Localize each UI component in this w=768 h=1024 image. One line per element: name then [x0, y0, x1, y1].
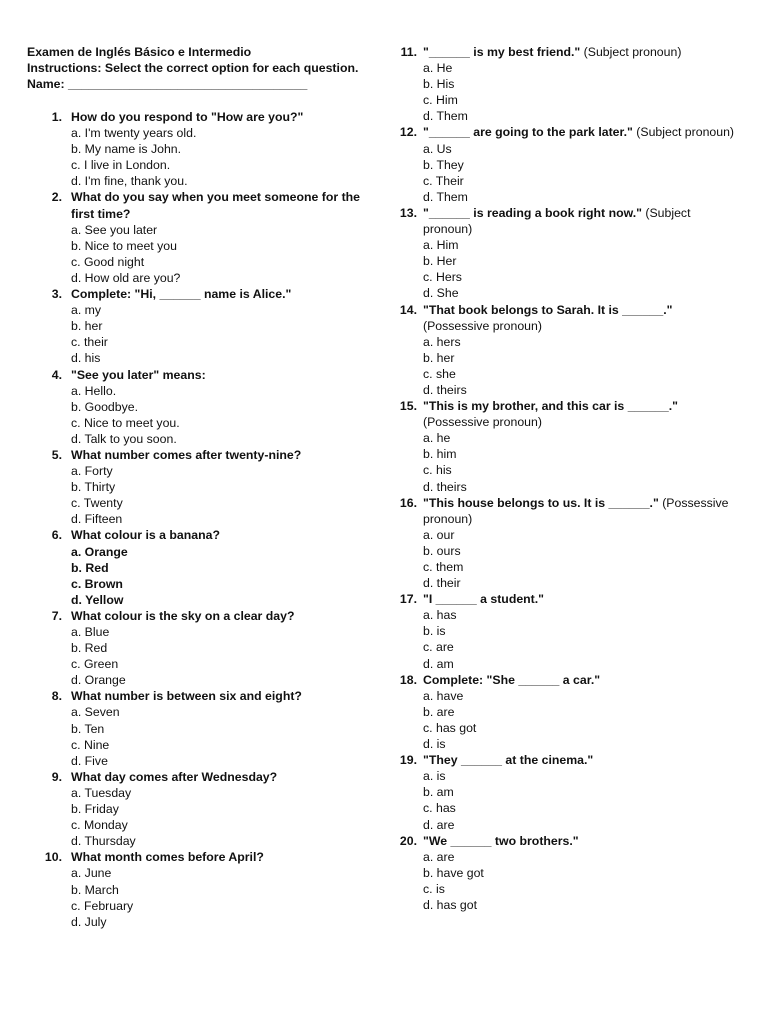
question-item	[399, 495, 739, 592]
answer-option[interactable]: c. Hers	[423, 270, 462, 285]
question-stem	[71, 769, 377, 785]
answer-option[interactable]: a. Us	[423, 141, 452, 156]
answer-option[interactable]: d. Five	[71, 753, 108, 768]
question-text: How do you respond to "How are you?"	[71, 110, 304, 124]
question-number: 3.	[51, 287, 62, 302]
question-stem	[423, 44, 739, 60]
question-text: "This house belongs to us. It is ______."	[423, 495, 659, 510]
answer-option[interactable]: d. his	[71, 351, 101, 366]
question-text: Complete: "Hi, ______ name is Alice."	[71, 287, 292, 302]
answer-option[interactable]: c. I live in London.	[71, 158, 171, 173]
answer-option[interactable]: d. has got	[423, 897, 478, 912]
answer-option[interactable]: b. Ten	[71, 721, 105, 736]
exam-instructions: Instructions: Select the correct option for each question.	[27, 61, 359, 76]
question-number: 9.	[51, 769, 62, 784]
question-text: "That book belongs to Sarah. It is ______."	[423, 302, 673, 317]
answer-option[interactable]: a. he	[423, 431, 451, 446]
answer-option[interactable]: b. him	[423, 447, 457, 462]
question-number: 7.	[51, 608, 62, 623]
question-item	[399, 124, 739, 204]
question-note: (Subject pronoun)	[423, 205, 691, 237]
question-text: Complete: "She ______ a car."	[423, 672, 601, 687]
answer-option[interactable]: c. Good night	[71, 254, 145, 269]
answer-option[interactable]: c. Their	[423, 173, 464, 188]
question-item	[27, 286, 377, 366]
question-text: What do you say when you meet someone for the first time?	[71, 190, 361, 221]
answer-option[interactable]: d. their	[423, 576, 461, 591]
question-stem	[71, 608, 377, 624]
question-text: What day comes after Wednesday?	[71, 769, 278, 784]
question-item	[399, 591, 739, 671]
answer-option[interactable]: a. Forty	[71, 464, 113, 479]
answer-option[interactable]: a. are	[423, 849, 455, 864]
answer-option[interactable]: c. are	[423, 640, 454, 655]
answer-option[interactable]: c. his	[423, 463, 452, 478]
exam-header	[27, 44, 377, 92]
question-number: 6.	[51, 528, 62, 543]
question-text: "See you later" means:	[71, 367, 206, 382]
answer-option[interactable]: b. His	[423, 77, 455, 92]
question-stem	[423, 833, 739, 849]
answer-option[interactable]: a. hers	[423, 334, 461, 349]
question-item	[27, 527, 377, 607]
exam-title: Examen de Inglés Básico e Intermedio	[27, 45, 252, 59]
answer-option[interactable]: c. Nice to meet you.	[71, 415, 180, 430]
answer-option[interactable]: d. Orange	[71, 673, 126, 688]
answer-option[interactable]: b. My name is John.	[71, 142, 182, 157]
answer-option[interactable]: c. February	[71, 898, 134, 913]
question-number: 16.	[399, 495, 417, 510]
question-item	[399, 205, 739, 302]
answer-option[interactable]: c. she	[423, 366, 456, 381]
question-column-right	[399, 44, 739, 913]
question-text: "We ______ two brothers."	[423, 833, 579, 848]
question-text: What month comes before April?	[71, 850, 264, 865]
question-text: "They ______ at the cinema."	[423, 753, 594, 768]
question-stem	[71, 527, 377, 543]
question-number: 18.	[399, 672, 417, 687]
answer-option[interactable]: c. Green	[71, 657, 119, 672]
question-column-left	[27, 109, 377, 930]
answer-option[interactable]: d. is	[423, 737, 446, 752]
question-number: 13.	[399, 205, 417, 220]
answer-option[interactable]: d. theirs	[423, 382, 467, 397]
question-item	[27, 849, 377, 929]
question-number: 17.	[399, 592, 417, 607]
answer-option[interactable]: b. Thirty	[71, 480, 116, 495]
answer-option[interactable]: b. Goodbye.	[71, 399, 138, 414]
question-text: What number comes after twenty-nine?	[71, 447, 302, 462]
answer-option[interactable]: a. He	[423, 61, 453, 76]
answer-option[interactable]: d. Fifteen	[71, 512, 123, 527]
answer-option[interactable]: c. is	[423, 881, 445, 896]
answer-option[interactable]: a. See you later	[71, 222, 158, 237]
question-text: "I ______ a student."	[423, 592, 545, 607]
question-item	[27, 447, 377, 527]
answer-option[interactable]: d. Yellow	[71, 592, 124, 607]
answer-option[interactable]: b. Nice to meet you	[71, 238, 177, 253]
answer-option[interactable]: a. June	[71, 866, 112, 881]
answer-option[interactable]: a. have	[423, 688, 464, 703]
answer-option[interactable]: a. Seven	[71, 705, 120, 720]
question-number: 12.	[399, 125, 417, 140]
answer-option[interactable]: b. her	[71, 319, 103, 334]
question-text: "______ are going to the park later."	[423, 125, 633, 140]
question-item	[399, 672, 739, 752]
question-item	[399, 44, 739, 124]
answer-option[interactable]: d. Them	[423, 109, 468, 124]
answer-option[interactable]: b. is	[423, 624, 446, 639]
question-number: 14.	[399, 302, 417, 317]
answer-option[interactable]: a. is	[423, 769, 446, 784]
question-item	[27, 608, 377, 688]
question-item	[27, 367, 377, 447]
question-note: (Possessive pronoun)	[423, 415, 542, 430]
answer-option[interactable]: a. has	[423, 608, 457, 623]
question-text: "______ is reading a book right now."	[423, 205, 642, 220]
question-number: 11.	[400, 45, 417, 59]
question-number: 5.	[51, 447, 62, 462]
question-item	[27, 189, 377, 286]
question-note: (Subject pronoun)	[580, 45, 682, 59]
answer-option[interactable]: a. our	[423, 527, 455, 542]
answer-option[interactable]: c. has	[423, 801, 456, 816]
answer-option[interactable]: b. are	[423, 704, 455, 719]
answer-option[interactable]: d. I'm fine, thank you.	[71, 174, 188, 189]
answer-option[interactable]: d. are	[423, 817, 455, 832]
answer-option[interactable]: d. Them	[423, 189, 468, 204]
question-stem	[71, 367, 377, 383]
question-item	[399, 752, 739, 832]
question-stem	[71, 189, 377, 221]
question-stem	[71, 286, 377, 302]
answer-option[interactable]: d. theirs	[423, 479, 467, 494]
answer-option[interactable]: a. Blue	[71, 625, 110, 639]
question-item	[399, 398, 739, 495]
question-stem	[71, 109, 377, 125]
name-field[interactable]: Name: ___________________________________	[27, 77, 308, 92]
answer-option[interactable]: b. Red	[71, 641, 108, 656]
question-text: What colour is the sky on a clear day?	[71, 608, 295, 623]
answer-option[interactable]: b. her	[423, 350, 455, 365]
answer-option[interactable]: a. Him	[423, 238, 459, 253]
answer-option[interactable]: c. Twenty	[71, 496, 123, 511]
question-stem	[423, 672, 739, 688]
question-stem	[423, 495, 739, 527]
question-number: 19.	[399, 753, 417, 768]
question-stem	[423, 591, 739, 607]
answer-option[interactable]: b. ours	[423, 543, 461, 558]
answer-option[interactable]: c. their	[71, 335, 108, 350]
answer-option[interactable]: c. Him	[423, 93, 458, 108]
question-item	[27, 109, 377, 189]
answer-option[interactable]: c. Monday	[71, 818, 128, 833]
answer-option[interactable]: a. my	[71, 303, 102, 318]
question-text: What number is between six and eight?	[71, 689, 302, 704]
question-item	[399, 302, 739, 399]
question-stem	[71, 849, 377, 865]
answer-option[interactable]: b. am	[423, 785, 454, 800]
question-stem	[71, 688, 377, 704]
question-text: "______ is my best friend."	[423, 45, 581, 59]
answer-option[interactable]: d. Thursday	[71, 834, 136, 849]
question-note: (Subject pronoun)	[632, 125, 735, 140]
answer-option[interactable]: b. March	[71, 882, 119, 897]
question-note: (Possessive pronoun)	[423, 495, 729, 526]
question-number: 2.	[51, 190, 62, 205]
question-stem	[423, 752, 739, 768]
answer-option[interactable]: d. Talk to you soon.	[71, 431, 177, 446]
answer-option[interactable]: b. have got	[423, 865, 484, 880]
question-text: "This is my brother, and this car is ______."	[423, 399, 678, 414]
answer-option[interactable]: c. Nine	[71, 737, 110, 752]
question-item	[399, 833, 739, 913]
question-stem	[71, 447, 377, 463]
answer-option[interactable]: b. They	[423, 157, 464, 172]
question-number: 15.	[399, 399, 417, 414]
question-item	[27, 688, 377, 768]
question-stem	[423, 302, 739, 334]
answer-option[interactable]: a. I'm twenty years old.	[71, 126, 197, 141]
question-number: 8.	[51, 689, 62, 704]
answer-option[interactable]: c. has got	[423, 720, 477, 735]
answer-option[interactable]: a. Hello.	[71, 383, 117, 398]
question-stem	[423, 205, 739, 237]
question-number: 20.	[399, 833, 417, 848]
question-text: What colour is a banana?	[71, 528, 220, 543]
answer-option[interactable]: d. am	[423, 656, 454, 671]
answer-option[interactable]: b. Red	[71, 560, 109, 575]
answer-option[interactable]: d. How old are you?	[71, 270, 181, 285]
answer-option[interactable]: c. them	[423, 560, 464, 574]
answer-option[interactable]: b. Her	[423, 254, 457, 269]
answer-option[interactable]: a. Tuesday	[71, 785, 132, 800]
answer-option[interactable]: d. July	[71, 914, 107, 929]
answer-option[interactable]: c. Brown	[71, 576, 123, 591]
answer-option[interactable]: a. Orange	[71, 544, 128, 559]
question-note: (Possessive pronoun)	[423, 318, 542, 333]
answer-option[interactable]: b. Friday	[71, 802, 119, 817]
question-stem	[423, 124, 739, 140]
question-number: 1.	[51, 110, 62, 124]
question-number: 4.	[51, 367, 62, 382]
question-stem	[423, 398, 739, 430]
question-item	[27, 769, 377, 849]
answer-option[interactable]: d. She	[423, 286, 459, 301]
question-number: 10.	[44, 850, 62, 865]
